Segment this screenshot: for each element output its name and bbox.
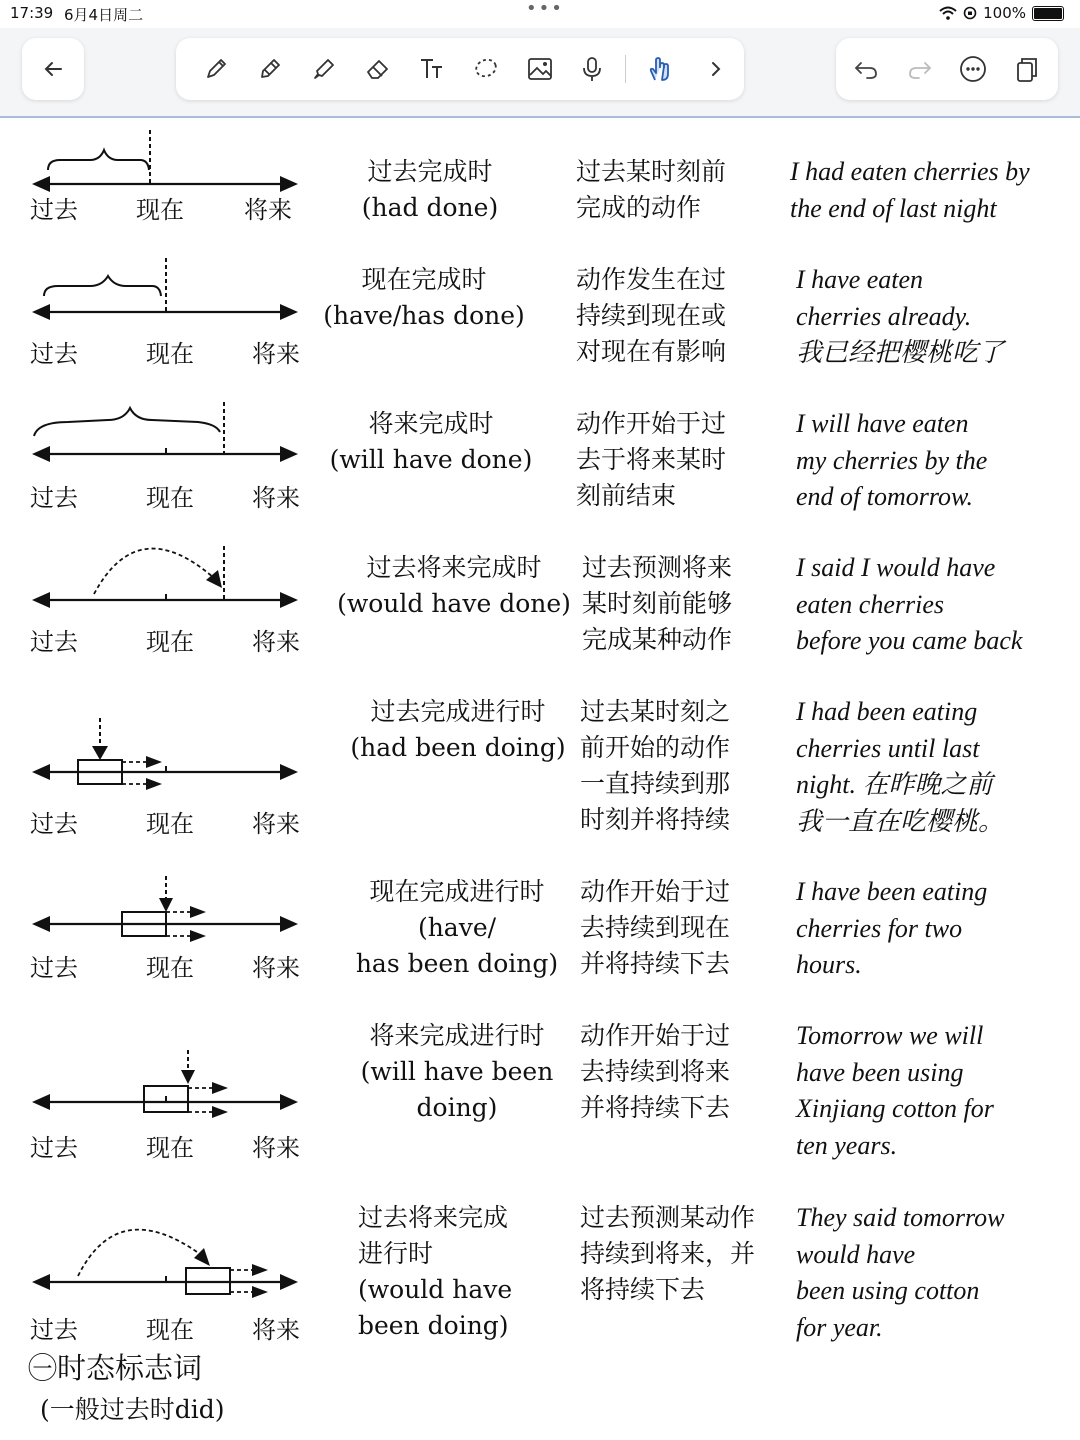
tense-description: 过去预测将来 某时刻前能够 完成某种动作 — [582, 553, 733, 654]
wifi-icon — [939, 6, 957, 20]
battery-icon — [1032, 6, 1064, 21]
highlighter-icon[interactable] — [306, 51, 342, 87]
status-date: 6月4日周二 — [64, 6, 144, 24]
axis-present: 现在 — [146, 340, 194, 368]
timeline-diagram — [28, 542, 308, 632]
axis-past: 过去 — [30, 628, 78, 656]
tense-name: 过去完成进行时 (had been doing) — [350, 697, 566, 762]
back-arrow-icon[interactable] — [35, 51, 71, 87]
battery-percent: 100% — [983, 4, 1026, 22]
tense-example: I had eaten cherries by the end of last night — [790, 157, 1030, 223]
tense-name: 将来完成时 (will have done) — [329, 409, 533, 474]
axis-future: 将来 — [252, 628, 300, 656]
more-icon[interactable] — [955, 51, 991, 87]
axis-past: 过去 — [30, 340, 78, 368]
axis-future: 将来 — [252, 810, 300, 838]
microphone-icon[interactable] — [574, 51, 610, 87]
back-panel — [22, 38, 84, 100]
axis-present: 现在 — [146, 954, 194, 982]
note-canvas[interactable] — [0, 118, 1080, 1440]
chevron-right-icon[interactable] — [698, 51, 734, 87]
tense-example: I will have eaten my cherries by the end of tomorrow. — [796, 409, 988, 511]
hand-touch-icon[interactable] — [642, 51, 678, 87]
actions-panel — [836, 38, 1058, 100]
tense-example: Tomorrow we will have been using Xinjiang cotton for ten years. — [796, 1021, 994, 1160]
axis-present: 现在 — [136, 196, 184, 224]
timeline-diagram — [28, 256, 308, 346]
tense-description: 动作开始于过 去于将来某时 刻前结束 — [576, 409, 727, 510]
undo-icon[interactable] — [848, 51, 884, 87]
tense-example: I have been eating cherries for two hours. — [796, 877, 988, 979]
timeline-diagram — [28, 716, 308, 806]
axis-past: 过去 — [30, 196, 78, 224]
timeline-diagram — [28, 870, 308, 960]
section-subheading: (一般过去时did) — [40, 1395, 225, 1424]
status-right — [939, 4, 1064, 22]
axis-present: 现在 — [146, 484, 194, 512]
timeline-diagram — [28, 1208, 308, 1298]
axis-past: 过去 — [30, 1134, 78, 1162]
tense-description: 动作开始于过 去持续到将来 并将持续下去 — [580, 1021, 731, 1122]
toolbar — [0, 28, 1080, 118]
axis-present: 现在 — [146, 810, 194, 838]
toolbar-separator — [625, 55, 626, 83]
tense-description: 过去某时刻前 完成的动作 — [576, 157, 727, 222]
tense-description: 动作发生在过 持续到现在或 对现在有影响 — [576, 265, 727, 366]
axis-future: 将来 — [252, 954, 300, 982]
tense-description: 过去预测某动作 持续到将来，并 将持续下去 — [580, 1203, 756, 1304]
tense-example: I had been eating cherries until last night. 在昨晚之前 我一直在吃樱桃。 — [796, 697, 1005, 836]
axis-future: 将来 — [252, 1316, 300, 1344]
axis-past: 过去 — [30, 1316, 78, 1344]
axis-past: 过去 — [30, 810, 78, 838]
lasso-icon[interactable] — [468, 51, 504, 87]
tense-name: 过去将来完成时 (would have done) — [337, 553, 571, 618]
axis-present: 现在 — [146, 1316, 194, 1344]
tense-description: 过去某时刻之 前开始的动作 一直持续到那 时刻并将持续 — [580, 697, 731, 834]
multitask-dots-icon[interactable]: ••• — [526, 0, 564, 19]
axis-past: 过去 — [30, 954, 78, 982]
tense-name: 将来完成进行时 (will have been doing) — [360, 1021, 554, 1122]
tense-description: 动作开始于过 去持续到现在 并将持续下去 — [580, 877, 731, 978]
pen-icon[interactable] — [198, 51, 234, 87]
tools-panel — [176, 38, 744, 100]
axis-future: 将来 — [252, 484, 300, 512]
status-time: 17:39 — [10, 4, 54, 22]
orientation-lock-icon — [963, 6, 977, 20]
tense-example: I said I would have eaten cherries before you came back — [796, 553, 1023, 655]
redo-icon[interactable] — [902, 51, 938, 87]
image-icon[interactable] — [522, 51, 558, 87]
timeline-diagram — [28, 1046, 308, 1136]
tense-example: I have eaten cherries already. 我已经把樱桃吃了 — [796, 265, 1005, 367]
axis-past: 过去 — [30, 484, 78, 512]
tense-name: 现在完成进行时 (have/ has been doing) — [355, 877, 559, 978]
eraser-icon[interactable] — [360, 51, 396, 87]
status-bar — [0, 0, 1080, 28]
axis-present: 现在 — [146, 628, 194, 656]
axis-future: 将来 — [252, 1134, 300, 1162]
text-icon[interactable] — [414, 51, 450, 87]
axis-future: 将来 — [244, 196, 292, 224]
pencil-icon[interactable] — [252, 51, 288, 87]
tense-example: They said tomorrow would have been using cotton for year. — [796, 1203, 1005, 1342]
section-heading: ㊀时态标志词 — [28, 1351, 203, 1385]
tense-name: 过去完成时 (had done) — [361, 157, 499, 222]
pages-icon[interactable] — [1009, 51, 1045, 87]
axis-future: 将来 — [252, 340, 300, 368]
timeline-diagram — [28, 398, 308, 488]
tense-name: 过去将来完成 进行时 (would have been doing) — [358, 1203, 513, 1340]
axis-present: 现在 — [146, 1134, 194, 1162]
tense-name: 现在完成时 (have/has done) — [323, 265, 525, 330]
